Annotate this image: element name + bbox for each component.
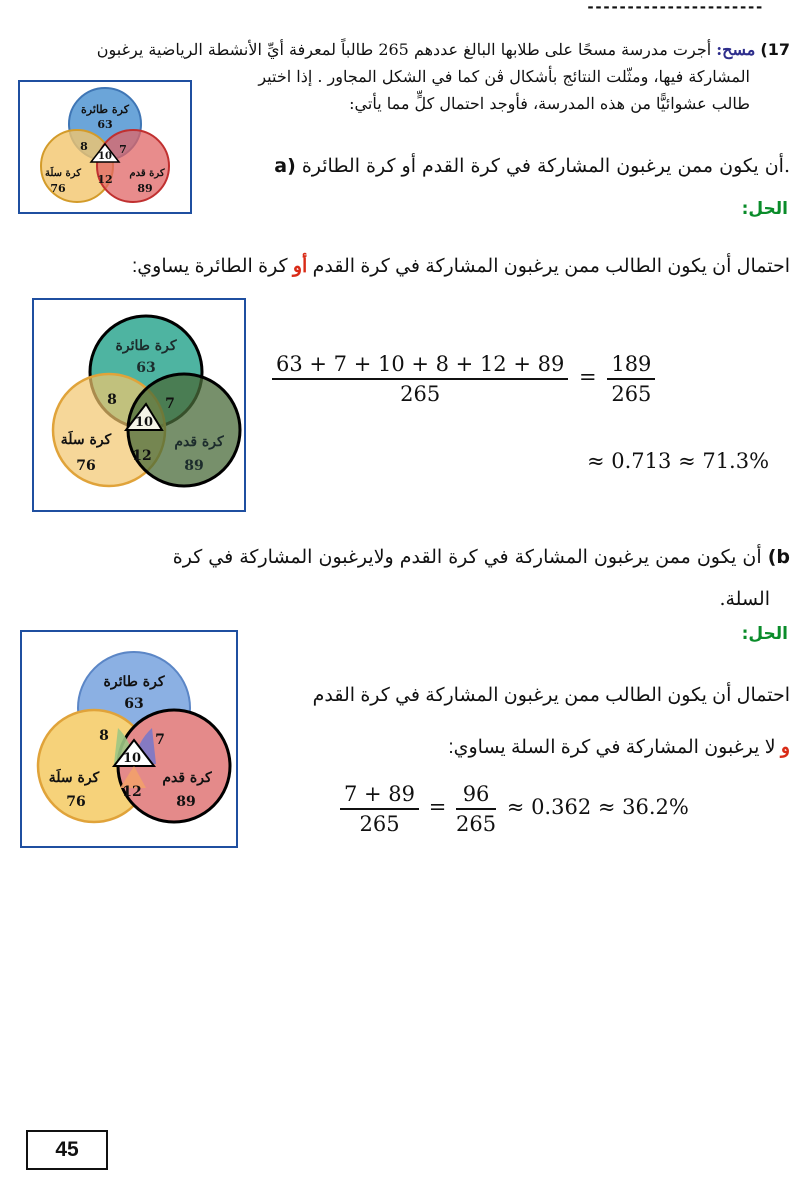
top-dashed-rule: ---------------------- [586, 0, 763, 16]
part-b-statement [270, 670, 790, 774]
part-b-letter: b) [767, 546, 790, 568]
venn-a-value-all: 10 [134, 415, 154, 430]
venn-value-all: 10 [98, 151, 112, 162]
part-a-question [230, 155, 790, 177]
part-b-statement-line-1: احتمال أن يكون الطالب ممن يرغبون المشاركة في كرة القدم [312, 685, 790, 706]
part-a-solution-label: الحل: [741, 199, 788, 219]
part-b-denominator: 265 [359, 811, 400, 836]
venn-value-vf: 7 [119, 143, 127, 156]
part-a-rhs-denominator: 265 [611, 381, 652, 406]
part-a-fraction-left [272, 352, 568, 406]
venn-a-value-bf: 12 [132, 448, 152, 464]
venn-label-basketball: كرة سلَة [44, 168, 82, 179]
part-b-rhs-numerator: 96 [462, 782, 490, 806]
part-a-numerator: 63 + 7 + 10 + 8 + 12 + 89 [276, 352, 565, 376]
part-a-statement-post: كرة الطائرة يساوي: [132, 256, 288, 277]
venn-b-value-bf: 12 [122, 784, 142, 800]
equals-sign: = [579, 365, 597, 390]
problem-line-3: طالب عشوائيًّا من هذه المدرسة، فأوجد احتمال كلٍّ مما يأتي: [349, 94, 750, 113]
venn-b-label-football: كرة قدم [162, 770, 212, 786]
part-b-text-1: أن يكون ممن يرغبون المشاركة في كرة القدم ولايرغبون المشاركة في كرة [172, 546, 762, 568]
venn-value-bf: 12 [97, 173, 113, 186]
part-a-rhs-numerator: 189 [611, 352, 652, 376]
page-number: 45 [26, 1130, 108, 1170]
part-b-and: و [780, 737, 790, 758]
venn-diagram-b [20, 630, 238, 848]
problem-number: 17) [760, 40, 790, 59]
part-b-statement-text-2: لا يرغبون المشاركة في كرة السلة يساوي: [448, 737, 776, 758]
part-b-numerator: 7 + 89 [344, 782, 416, 806]
part-b-statement-line-2 [270, 722, 790, 774]
venn-b-value-basketball-only: 76 [66, 794, 86, 810]
problem-text-1: أجرت مدرسة مسحًا على طلابها البالغ عددهم 265 طالباً لمعرفة أيِّ الأنشطة الرياضية يرغبون [96, 40, 712, 59]
part-b-line-2: السلة. [719, 588, 770, 610]
venn-a-label-football: كرة قدم [174, 434, 224, 450]
part-b-equation [340, 782, 689, 836]
venn-value-volleyball-only: 63 [97, 118, 113, 131]
venn-diagram-small [18, 80, 192, 214]
venn-value-football-only: 89 [137, 182, 153, 195]
venn-a-value-vb: 8 [107, 392, 117, 408]
venn-b-value-volleyball-only: 63 [124, 696, 144, 712]
venn-label-volleyball: كرة طائرة [81, 103, 129, 116]
part-b-rhs-denominator: 265 [456, 811, 497, 836]
part-a-equation [272, 352, 655, 406]
equals-sign: = [428, 795, 447, 820]
venn-b-value-vf: 7 [155, 732, 165, 748]
part-a-letter: a) [274, 155, 296, 177]
venn-a-value-basketball-only: 76 [76, 458, 96, 474]
venn-label-football: كرة قدم [129, 168, 165, 179]
venn-b-value-football-only: 89 [176, 794, 196, 810]
part-a-fraction-right [607, 352, 655, 406]
venn-a-value-football-only: 89 [184, 458, 204, 474]
part-b-solution-label: الحل: [741, 624, 788, 644]
venn-a-label-volleyball: كرة طائرة [115, 338, 177, 354]
venn-a-value-volleyball-only: 63 [136, 360, 156, 376]
venn-a-label-basketball: كرة سلَة [60, 432, 112, 448]
part-b-fraction-left [340, 782, 419, 836]
venn-value-vb: 8 [80, 140, 88, 153]
part-a-text: أن يكون ممن يرغبون المشاركة في كرة القدم أو كرة الطائرة. [301, 155, 790, 177]
part-b-fraction-right [456, 782, 496, 836]
problem-label: مسح: [716, 40, 756, 59]
problem-line-2: المشاركة فيها، ومثّلت النتائج بأشكال ڤن كما في الشكل المجاور . إذا اختير [258, 67, 750, 86]
part-b-approx: ≈ 0.362 ≈ 36.2% [506, 795, 689, 820]
venn-a-value-vf: 7 [165, 396, 175, 412]
venn-value-basketball-only: 76 [50, 182, 66, 195]
part-b-question [90, 536, 790, 620]
part-b-line-1 [90, 536, 790, 578]
venn-b-value-vb: 8 [99, 728, 109, 744]
problem-line-1 [5, 36, 790, 63]
part-a-approx: ≈ 0.713 ≈ 71.3% [587, 449, 770, 473]
part-a-statement [10, 255, 790, 278]
part-a-denominator: 265 [400, 381, 441, 406]
part-a-statement-pre: احتمال أن يكون الطالب ممن يرغبون المشاركة في كرة القدم [312, 256, 790, 277]
venn-b-label-basketball: كرة سلَة [48, 770, 100, 786]
venn-b-label-volleyball: كرة طائرة [103, 674, 165, 690]
part-a-or: أو [292, 256, 308, 277]
venn-diagram-a [32, 298, 246, 512]
venn-b-value-all: 10 [122, 751, 142, 766]
